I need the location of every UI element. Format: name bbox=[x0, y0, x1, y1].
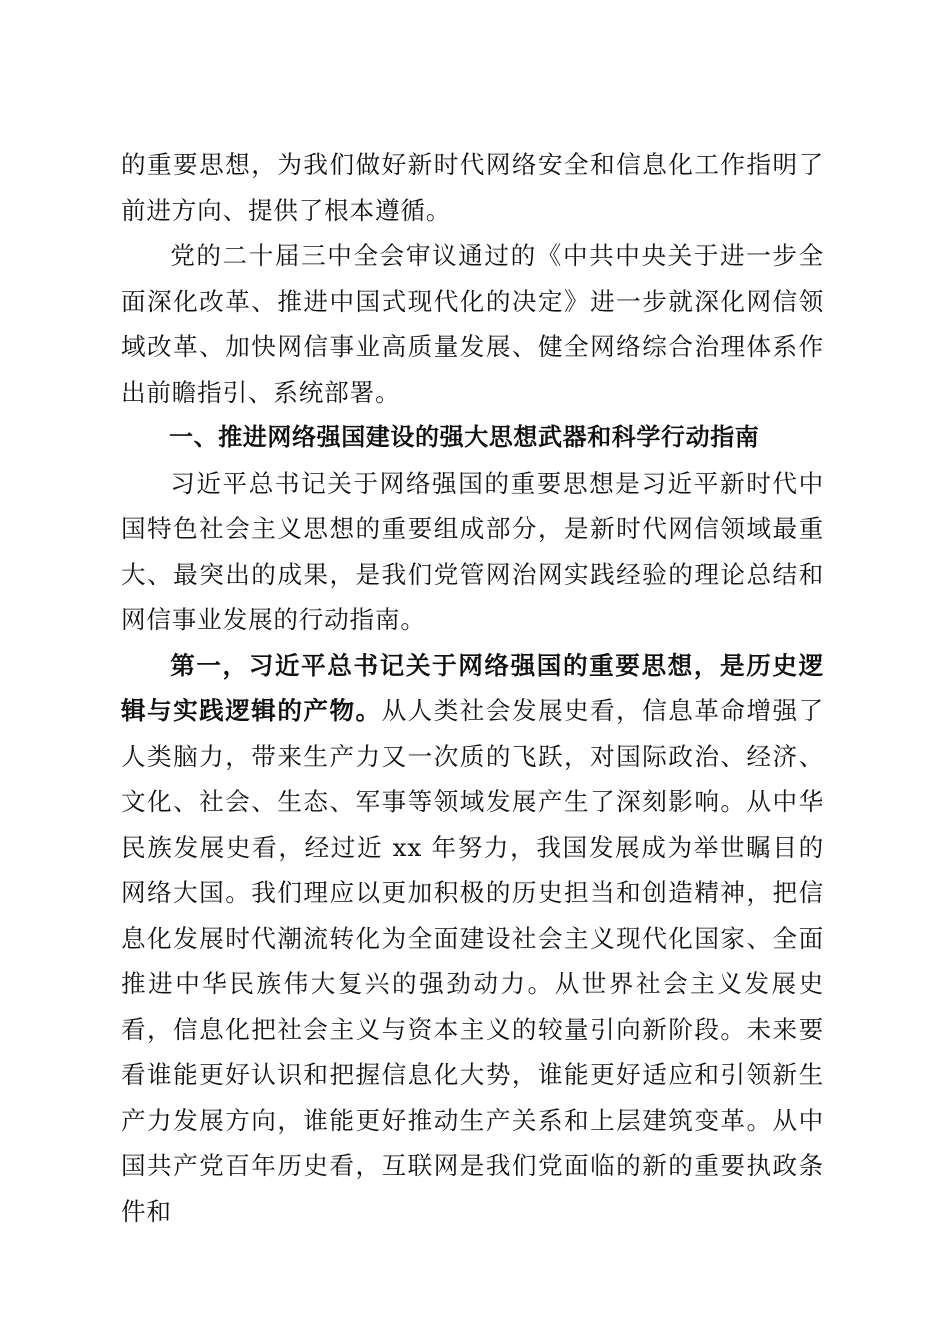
document-body bbox=[121, 142, 824, 1234]
paragraph-first-point bbox=[121, 643, 824, 1235]
section-heading: 一、推进网络强国建设的强大思想武器和科学行动指南 bbox=[169, 423, 760, 451]
paragraph-important-thought: 习近平总书记关于网络强国的重要思想是习近平新时代中国特色社会主义思想的重要组成部分，是新时代网信领域最重大、最突出的成果，是我们党管网治网实践经验的理论总结和网信事业发展的行动指南。 bbox=[121, 468, 824, 634]
paragraph-continuation: 的重要思想，为我们做好新时代网络安全和信息化工作指明了前进方向、提供了根本遵循。 bbox=[121, 150, 824, 225]
paragraph-plenum-decision: 党的二十届三中全会审议通过的《中共中央关于进一步全面深化改革、推进中国式现代化的决定》进一步就深化网信领域改革、加快网信事业高质量发展、健全网络综合治理体系作出前瞻指引、系统部署。 bbox=[121, 241, 824, 407]
paragraph-first-point-lead: 第一，习近平总书记关于网络强国的重要思想，是历史逻辑与实践逻辑的产物。 bbox=[121, 650, 824, 725]
paragraph-first-point-body: 从人类社会发展史看，信息革命增强了人类脑力，带来生产力又一次质的飞跃，对国际政治、经济、文化、社会、生态、军事等领域发展产生了深刻影响。从中华民族发展史看，经过近 xx 年努力，我国发展成为举世瞩目的网络大国。我们理应以更加积极的历史担当和创造精神，把信息化发展时代潮流转化为全面建设社会主义现代化国家、全面推进中华民族伟大复兴的强劲动力。从世界社会主义发展史看，信息化把社会主义与资本主义的较量引向新阶段。未来要看谁能更好认识和把握信息化大势，谁能更好适应和引领新生产力发展方向，谁能更好推动生产关系和上层建筑变革。从中国共产党百年历史看，互联网是我们党面临的新的重要执政条件和 bbox=[121, 696, 824, 1226]
